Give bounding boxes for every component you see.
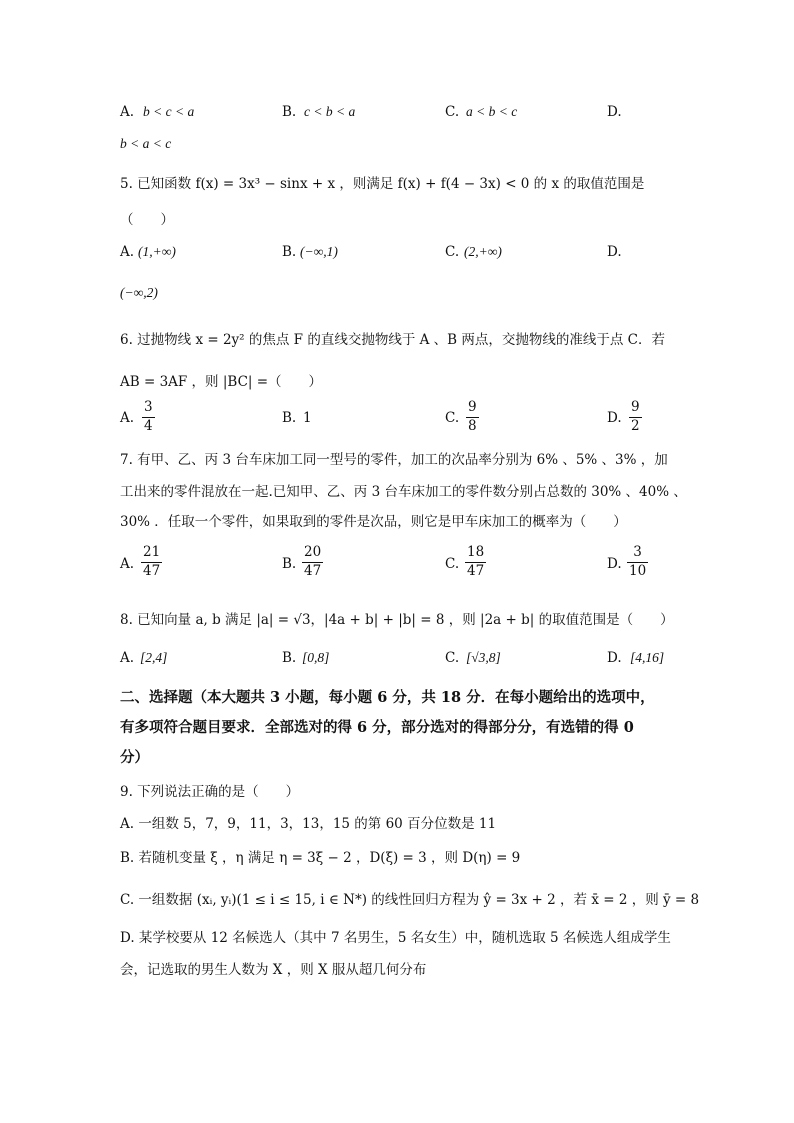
q6-option-a-label: A. xyxy=(120,410,135,426)
q6-option-b-label: B. xyxy=(282,410,297,426)
q8-option-c-label: C. xyxy=(445,650,460,666)
q9-option-d-line1: D. 某学校要从 12 名候选人（其中 7 名男生，5 名女生）中，随机选取 5 名候选人组成学生 xyxy=(120,930,671,946)
q5-option-c-label: C. xyxy=(445,244,460,260)
q6-option-a-denominator: 4 xyxy=(144,417,153,434)
q8-option-c-text: [√3,8] xyxy=(466,650,501,665)
q7-option-c-numerator: 18 xyxy=(467,544,485,560)
q9-option-b: B. 若随机变量 ξ ，η 满足 η = 3ξ − 2 ，D(ξ) = 3 ，则 D(η) = 9 xyxy=(120,850,521,866)
q5-option-d-label: D. xyxy=(607,244,622,260)
section2-heading-line2: 有多项符合题目要求．全部选对的得 6 分，部分选对的得部分分，有选错的得 0 xyxy=(120,719,634,736)
q7-option-b-label: B. xyxy=(282,556,297,572)
section2-heading-line3: 分） xyxy=(120,749,149,766)
q7-option-b-numerator: 20 xyxy=(304,544,322,560)
section2-heading-line1: 二、选择题（本大题共 3 小题，每小题 6 分，共 18 分．在每小题给出的选项中， xyxy=(120,689,655,706)
q7-option-c-fraction xyxy=(465,546,486,578)
q8-option-b-text: [0,8] xyxy=(302,650,330,665)
q7-stem-line2: 工出来的零件混放在一起.已知甲、乙、丙 3 台车床加工的零件数分别占总数的 30% 、40% 、 xyxy=(120,484,687,500)
q4-option-c-label: C. xyxy=(445,104,460,120)
q6-option-d-label: D. xyxy=(607,410,622,426)
q6-option-a-numerator: 3 xyxy=(144,399,153,415)
q5-option-b-label: B. xyxy=(282,244,297,260)
q4-option-a-text: b < c < a xyxy=(143,104,195,119)
q5-option-c-text: (2,+∞) xyxy=(464,244,502,259)
q9-option-d-line2: 会，记选取的男生人数为 X ，则 X 服从超几何分布 xyxy=(120,962,427,978)
q7-stem-line1: 7. 有甲、乙、丙 3 台车床加工同一型号的零件，加工的次品率分别为 6% 、5% 、3% ，加 xyxy=(120,452,668,468)
q9-option-a: A. 一组数 5，7，9，11，3，13，15 的第 60 百分位数是 11 xyxy=(120,816,497,832)
q7-option-c-label: C. xyxy=(445,556,460,572)
q7-option-a-numerator: 21 xyxy=(143,544,161,560)
q4-option-d-label: D. xyxy=(607,104,622,120)
q8-option-b-label: B. xyxy=(282,650,297,666)
q6-option-c-label: C. xyxy=(445,410,460,426)
q6-option-d-denominator: 2 xyxy=(631,417,640,434)
q6-option-b-text: 1 xyxy=(303,410,312,426)
q7-option-c-denominator: 47 xyxy=(467,562,485,579)
q5-option-a-text: (1,+∞) xyxy=(138,244,176,259)
q4-option-c-text: a < b < c xyxy=(466,104,518,119)
q7-option-d-numerator: 3 xyxy=(633,544,642,560)
q8-option-d-label: D. xyxy=(607,650,622,666)
q7-option-b-denominator: 47 xyxy=(304,562,322,579)
q9-stem: 9. 下列说法正确的是（ ） xyxy=(120,784,300,800)
q8-option-a-label: A. xyxy=(120,650,135,666)
q6-option-c-denominator: 8 xyxy=(468,417,477,434)
q7-stem-line3: 30% ．任取一个零件，如果取到的零件是次品，则它是甲车床加工的概率为（ ） xyxy=(120,514,627,530)
q8-stem: 8. 已知向量 a, b 满足 |a| = √3，|4a + b| + |b| = 8 ，则 |2a + b| 的取值范围是（ ） xyxy=(120,612,674,628)
q7-option-d-denominator: 10 xyxy=(629,562,647,579)
q7-option-d-fraction xyxy=(627,546,648,578)
q6-stem-line2: AB = 3AF ，则 |BC| =（ ） xyxy=(120,374,323,390)
q6-option-c-numerator: 9 xyxy=(468,399,477,415)
q7-option-b-fraction xyxy=(302,546,323,578)
q4-option-b-text: c < b < a xyxy=(304,104,356,119)
q4-option-d-text: b < a < c xyxy=(120,136,172,151)
q6-option-a-fraction xyxy=(142,401,155,433)
q6-option-d-fraction xyxy=(629,401,642,433)
q7-option-d-label: D. xyxy=(607,556,622,572)
q8-option-d-text: [4,16] xyxy=(630,650,665,665)
q7-option-a-fraction xyxy=(141,546,162,578)
q6-stem-line1: 6. 过抛物线 x = 2y² 的焦点 F 的直线交抛物线于 A 、B 两点，交抛物线的准线于点 C．若 xyxy=(120,332,666,348)
q5-option-b-text: (−∞,1) xyxy=(300,244,338,259)
q5-answer-paren: （ ） xyxy=(120,212,174,228)
q6-option-c-fraction xyxy=(466,401,479,433)
q5-option-a-label: A. xyxy=(120,244,135,260)
q7-option-a-label: A. xyxy=(120,556,135,572)
q4-option-b-label: B. xyxy=(282,104,297,120)
q5-stem: 5. 已知函数 f(x) = 3x³ − sinx + x ，则满足 f(x) + f(4 − 3x) < 0 的 x 的取值范围是 xyxy=(120,176,645,192)
q4-option-a-label: A. xyxy=(120,104,135,120)
q5-option-d-text: (−∞,2) xyxy=(120,285,158,300)
q8-option-a-text: [2,4] xyxy=(140,650,168,665)
q9-option-c: C. 一组数据 (xᵢ, yᵢ)(1 ≤ i ≤ 15, i ∈ N*) 的线性回归方程为 ŷ = 3x + 2 ，若 x̄ = 2 ，则 ȳ = 8 xyxy=(120,892,700,908)
q6-option-d-numerator: 9 xyxy=(631,399,640,415)
q7-option-a-denominator: 47 xyxy=(143,562,161,579)
